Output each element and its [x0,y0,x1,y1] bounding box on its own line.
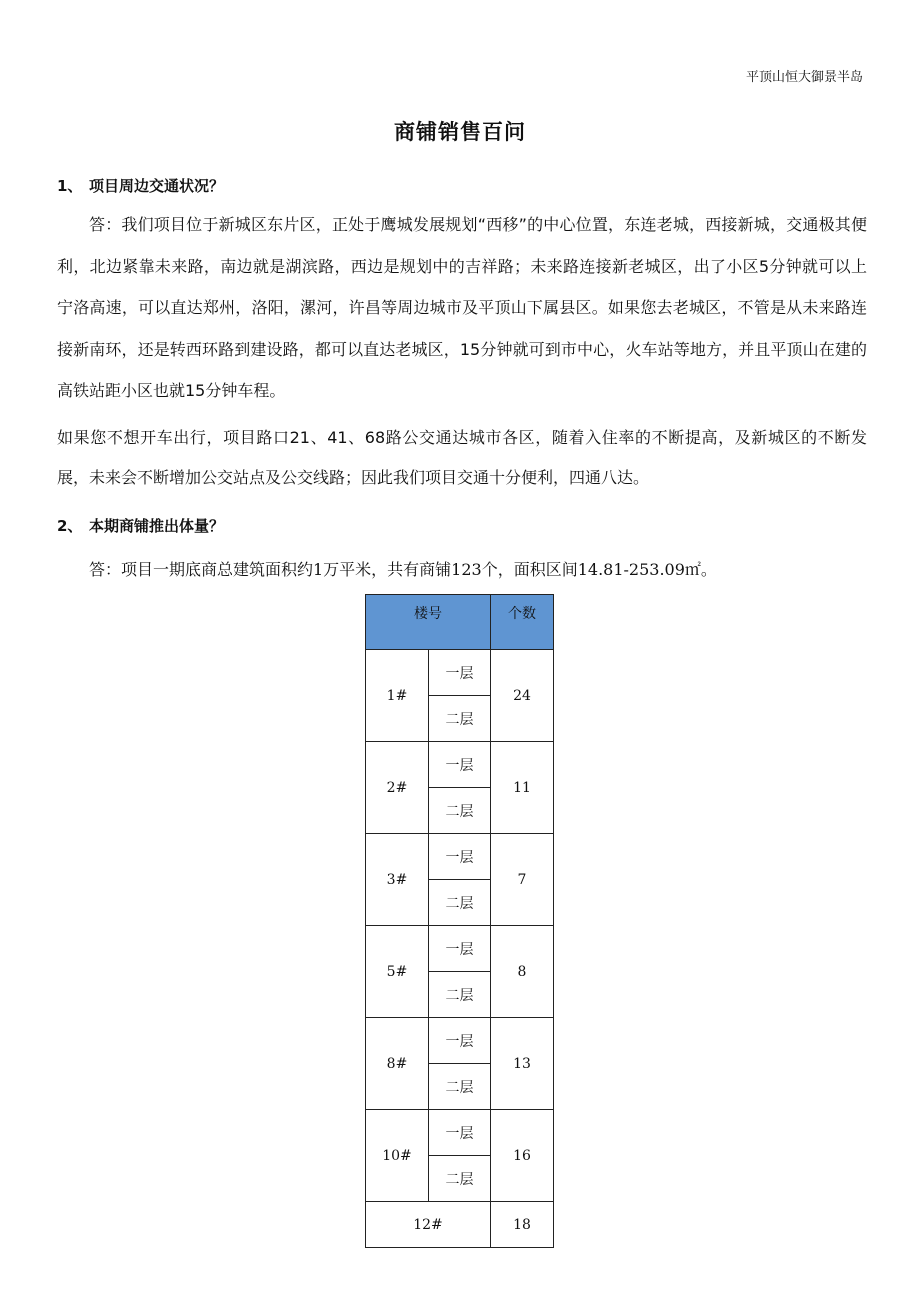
table-row [366,926,554,972]
count-cell: 18 [491,1202,554,1248]
floor-cell: 一层 [429,742,491,788]
floor-cell: 一层 [429,1110,491,1156]
floor-cell: 二层 [429,880,491,926]
question-text: 本期商铺推出体量？ [89,517,225,535]
building-cell: 2# [366,742,429,834]
table-header-row [366,595,554,650]
shop-count-table [365,594,554,1248]
floor-cell: 二层 [429,1156,491,1202]
table-row [366,742,554,788]
building-cell: 3# [366,834,429,926]
question-number: 1、 [57,177,83,195]
table-row [366,650,554,696]
building-cell: 8# [366,1018,429,1110]
table-row [366,1110,554,1156]
question-text: 项目周边交通状况？ [89,177,225,195]
page-title: 商铺销售百问 [394,120,526,144]
floor-cell: 二层 [429,696,491,742]
count-cell: 11 [491,742,554,834]
floor-cell: 一层 [429,1018,491,1064]
question-2 [57,515,224,536]
question-1 [57,175,224,196]
count-cell: 24 [491,650,554,742]
header-count: 个数 [491,595,554,650]
answer-2: 答：项目一期底商总建筑面积约1万平米，共有商铺123个，面积区间14.81-253.09㎡。 [89,560,717,579]
count-cell: 13 [491,1018,554,1110]
header-building: 楼号 [366,595,491,650]
building-cell: 5# [366,926,429,1018]
floor-cell: 一层 [429,650,491,696]
table-row [366,834,554,880]
building-cell: 12# [366,1202,491,1248]
header-project-name: 平顶山恒大御景半岛 [745,70,863,85]
count-cell: 8 [491,926,554,1018]
floor-cell: 二层 [429,972,491,1018]
building-cell: 10# [366,1110,429,1202]
floor-cell: 一层 [429,926,491,972]
table-row [366,1018,554,1064]
building-cell: 1# [366,650,429,742]
floor-cell: 一层 [429,834,491,880]
count-cell: 7 [491,834,554,926]
floor-cell: 二层 [429,1064,491,1110]
answer-1-paragraph-2: 如果您不想开车出行，项目路口21、41、68路公交通达城市各区，随着入住率的不断提高，及新城区的不断发展，未来会不断增加公交站点及公交线路；因此我们项目交通十分便利，四通八达。 [57,428,867,487]
question-number: 2、 [57,517,83,535]
count-cell: 16 [491,1110,554,1202]
table-row [366,1202,554,1248]
floor-cell: 二层 [429,788,491,834]
answer-1-paragraph-1: 答：我们项目位于新城区东片区，正处于鹰城发展规划“西移”的中心位置，东连老城，西接新城，交通极其便利，北边紧靠未来路，南边就是湖滨路，西边是规划中的吉祥路；未来路连接新老城区，出了小区5分钟就可以上宁洛高速，可以直达郑州，洛阳，漯河，许昌等周边城市及平顶山下属县区。如果您去老城区，不管是从未来路连接新南环，还是转西环路到建设路，都可以直达老城区，15分钟就可到市中心，火车站等地方，并且平顶山在建的高铁站距小区也就15分钟车程。 [57,215,867,400]
